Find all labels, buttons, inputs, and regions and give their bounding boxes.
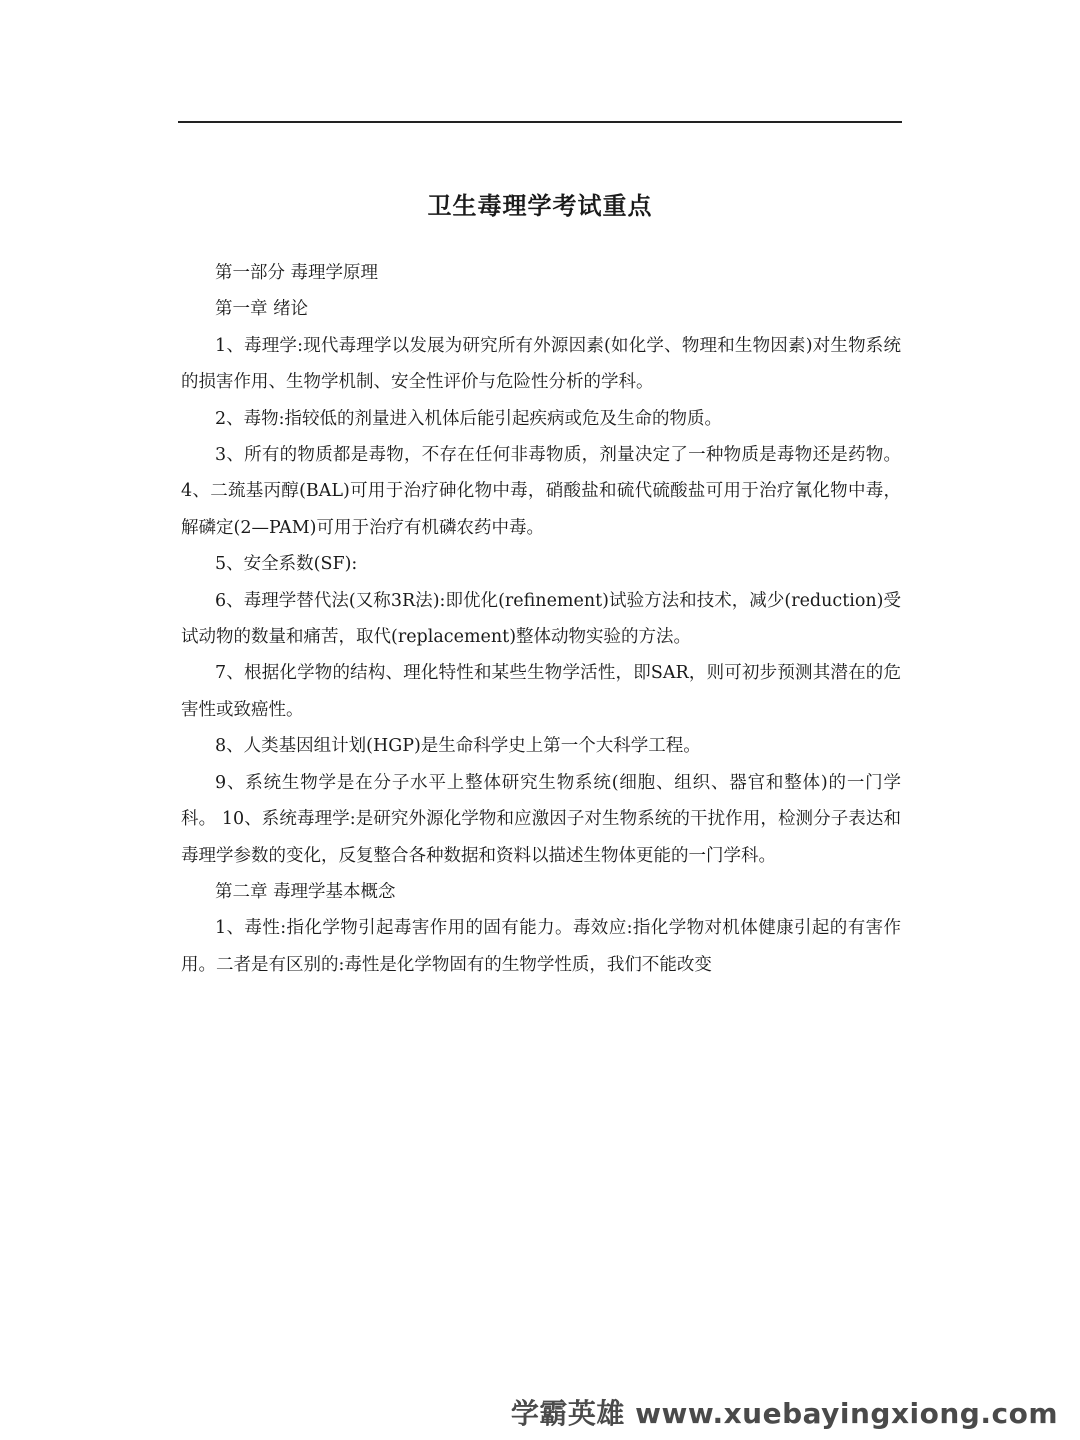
section-heading-part-one: 第一部分 毒理学原理 [215, 263, 379, 283]
paragraph-hgp: 8、人类基因组计划(HGP)是生命科学史上第一个大科学工程。 [215, 736, 701, 757]
chapter-heading-basic-concepts: 第二章 毒理学基本概念 [215, 881, 396, 902]
paragraph-dose-and-antidotes: 3、所有的物质都是毒物，不存在任何非毒物质，剂量决定了一种物质是毒物还是药物。 4、二巯基丙醇(BAL)可用于治疗砷化物中毒，硝酸盐和硫代硫酸盐可用于治疗氰化物中毒，解磷定(2—PAM)可用于治疗有机磷农药中毒。 [181, 445, 901, 538]
header-rule [178, 121, 902, 123]
paragraph-toxicity-definition: 1、毒性:指化学物引起毒害作用的固有能力。毒效应:指化学物对机体健康引起的有害作用。二者是有区别的:毒性是化学物固有的生物学性质，我们不能改变 [181, 918, 901, 975]
chapter-heading-intro: 第一章 绪论 [215, 299, 309, 320]
paragraph-safety-factor: 5、安全系数(SF): [215, 554, 358, 575]
document-body [181, 255, 901, 983]
footer-watermark: 学霸英雄 www.xuebayingxiong.com [510, 1397, 1058, 1430]
paragraph-sar: 7、根据化学物的结构、理化特性和某些生物学活性，即SAR，则可初步预测其潜在的危害性或致癌性。 [181, 663, 901, 720]
paragraph-3r-method: 6、毒理学替代法(又称3R法):即优化(refinement)试验方法和技术，减少(reduction)受试动物的数量和痛苦，取代(replacement)整体动物实验的方法。 [181, 590, 901, 648]
paragraph-poison-definition: 2、毒物:指较低的剂量进入机体后能引起疾病或危及生命的物质。 [215, 408, 723, 429]
document-title: 卫生毒理学考试重点 [427, 191, 653, 220]
paragraph-toxicology-definition: 1、毒理学:现代毒理学以发展为研究所有外源因素(如化学、物理和生物因素)对生物系统的损害作用、生物学机制、安全性评价与危险性分析的学科。 [181, 335, 901, 393]
paragraph-systems-biology: 9、系统生物学是在分子水平上整体研究生物系统(细胞、组织、器官和整体)的一门学科。 10、系统毒理学:是研究外源化学物和应激因子对生物系统的干扰作用，检测分子表达和毒理学参数的变化，反复整合各种数据和资料以描述生物体更能的一门学科。 [181, 772, 901, 866]
